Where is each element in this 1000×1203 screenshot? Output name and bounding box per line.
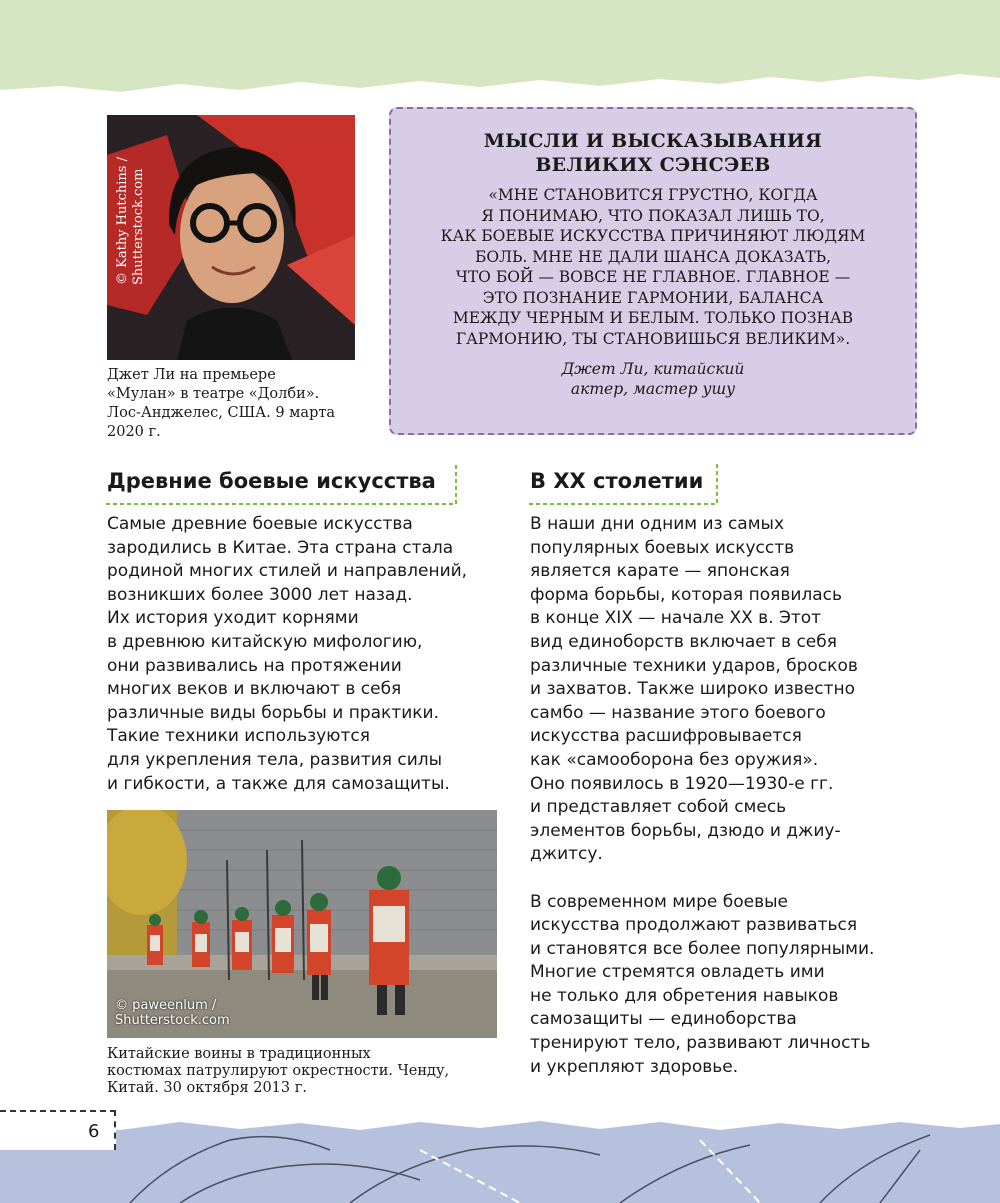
photo-credit-1 <box>112 125 146 290</box>
quote-title: МЫСЛИ И ВЫСКАЗЫВАНИЯ ВЕЛИКИХ СЭНСЭЕВ <box>483 130 823 176</box>
page-number: 6 <box>88 1121 100 1142</box>
portrait-caption: Джет Ли на премьере «Мулан» в театре «Долби». Лос-Анджелес, США. 9 марта 2020 г. <box>107 367 336 440</box>
heading-accent-line <box>527 460 727 508</box>
section-heading-ancient: Древние боевые искусства <box>107 469 436 493</box>
quote-text: «МНЕ СТАНОВИТСЯ ГРУСТНО, КОГДА Я ПОНИМАЮ, ЧТО ПОКАЗАЛ ЛИШЬ ТО, КАК БОЕВЫЕ ИСКУССТВА ПРИЧИНЯЮТ ЛЮДЯМ БОЛЬ. МНЕ НЕ ДАЛИ ШАНСА ДОКАЗАТЬ, ЧТО БОЙ — ВОВСЕ НЕ ГЛАВНОЕ. ГЛАВНОЕ — ЭТО ПОЗНАНИЕ ГАРМОНИИ, БАЛАНСА МЕЖДУ ЧЕРНЫМ И БЕЛЫМ. ТОЛЬКО ПОЗНАВ ГАРМОНИЮ, ТЫ СТАНОВИШЬСЯ ВЕЛИКИМ». <box>440 186 866 348</box>
quote-box <box>389 107 917 435</box>
section-heading-xx-century: В XX столетии <box>530 469 704 493</box>
right-body-text: В наши дни одним из самых популярных боевых искусств является карате — японская форма борьбы, которая появилась в конце XIX — начале XX в. Этот вид единоборств включает в себя различные техники ударов, бросков и захватов. Также широко известно самбо — название этого боевого искусства расшифровывается как «самооборона без оружия». Оно появилось в 1920—1930-е гг. и представляет собой смесь элементов борьбы, дзюдо и джиу- джитсу. В современном мире боевые искусства продолжают развиваться и становятся все более популярными. Многие стремятся овладеть ими не только для обретения навыков самозащиты — единоборства тренируют тело, развивают личность и укрепляют здоровье. <box>530 514 875 1077</box>
svg-text:© Kathy Hutchins /: © Kathy Hutchins / <box>115 157 130 285</box>
bottom-decorative-band <box>0 1110 1000 1203</box>
left-body-text: Самые древние боевые искусства зародились в Китае. Эта страна стала родиной многих стилей и направлений, возникших более 3000 лет назад. Их история уходит корнями в древнюю китайскую мифологию, они развивались на протяжении многих веков и включают в себя различные виды борьбы и практики. Такие техники используются для укрепления тела, развития силы и гибкости, а также для самозащиты. <box>107 514 468 794</box>
svg-text:Shutterstock.com: Shutterstock.com <box>131 168 146 285</box>
quote-author: Джет Ли, китайский актер, мастер ушу <box>561 360 745 398</box>
photo-credit-2: © paweenlum / Shutterstock.com <box>115 998 230 1028</box>
heading-accent-line <box>104 460 464 508</box>
top-decorative-band <box>0 0 1000 110</box>
warriors-caption: Китайские воины в традиционных костюмах патрулируют окрестности. Ченду, Китай. 30 октября 2013 г. <box>107 1046 450 1096</box>
